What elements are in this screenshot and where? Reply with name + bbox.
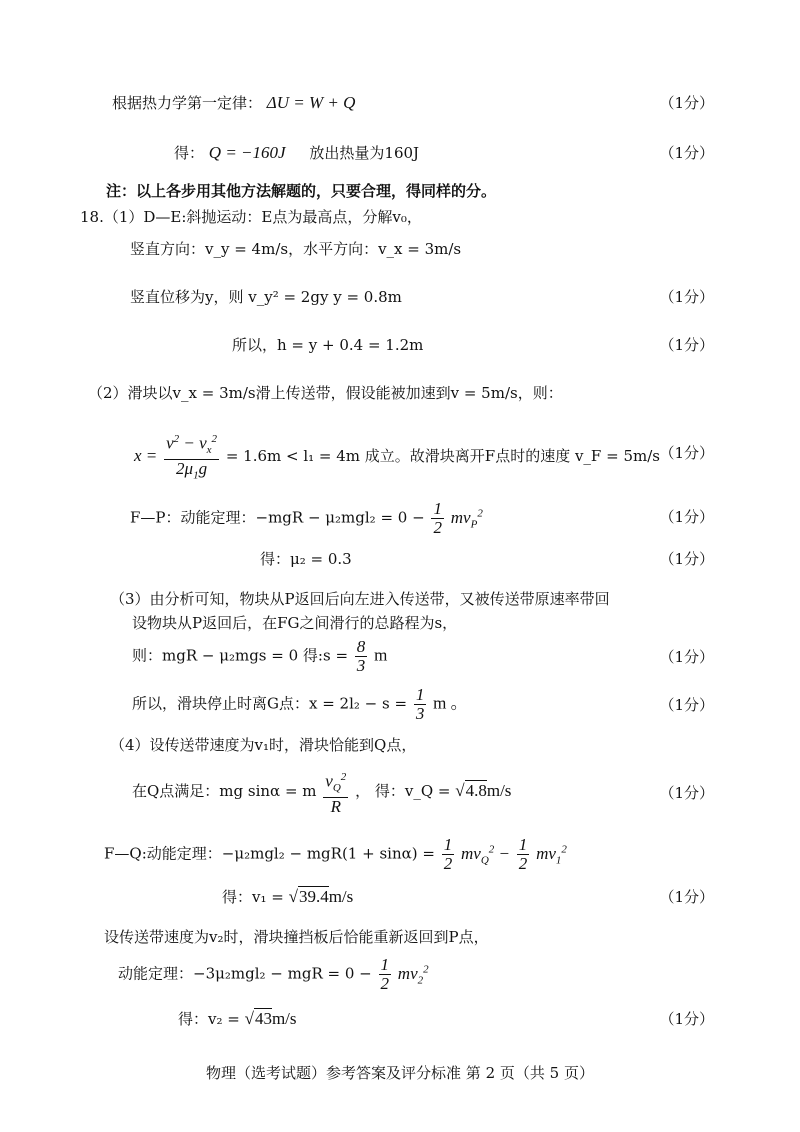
text-line: （3）由分析可知，物块从P返回后向左进入传送带，又被传送带原速率带回 [110, 590, 610, 608]
fraction: $\frac{1}{2}$ [443, 835, 453, 873]
text-line-head: 动能定理：−3μ₂mgl₂ − mgR = 0 − [118, 964, 372, 983]
text-line [112, 92, 355, 114]
text-line: 所以，h = y + 0.4 = 1.2m [232, 336, 424, 354]
text-line: 在Q点满足：mg sinα = m $\frac{v_Q^2}{R}$ ， 得：v_Q = √4.8m/s [132, 768, 511, 816]
score: （1分） [659, 288, 714, 306]
text-line: F—P：动能定理：−mgR − μ₂mgl₂ = 0 − $\frac{1}{2}$ $mv_P^2$ [130, 499, 483, 537]
fraction: $\frac{v_Q^2}{R}$ [323, 768, 348, 816]
fraction: $\frac{1}{3}$ [415, 685, 425, 723]
text-line-mid: ， 得：v_Q = [355, 782, 451, 801]
sqrt-value: 39.4 [298, 887, 329, 906]
first-law-formula: ΔU = W + Q [266, 93, 356, 112]
first-law-label: 根据热力学第一定律： [112, 94, 263, 112]
text-line: （4）设传送带速度为v₁时，滑块恰能到Q点， [110, 736, 417, 754]
score: （1分） [659, 550, 714, 568]
text-line-head: 在Q点满足：mg sinα = m [132, 782, 317, 801]
text-line-head: 得：v₂ = [178, 1010, 240, 1028]
q-value: Q = −160J [208, 143, 286, 162]
text-line-head: F—Q:动能定理：−μ₂mgl₂ − mgR(1 + sinα) = [104, 844, 435, 863]
text-line: 设物块从P返回后，在FG之间滑行的总路程为s， [132, 614, 458, 632]
text-line-head: F—P：动能定理：−mgR − μ₂mgl₂ = 0 − [130, 508, 425, 527]
score: （1分） [659, 1010, 714, 1028]
text-line: 得：v₁ = √39.4m/s [222, 887, 354, 906]
fraction: $\frac{v^2 - v_x^2}{2\mu_1g}$ [164, 430, 219, 484]
fraction: $\frac{1}{2}$ [518, 835, 528, 873]
fraction: $\frac{1}{2}$ [380, 955, 390, 993]
text-line-head: 所以，滑块停止时离G点：x = 2l₂ − s = [132, 694, 408, 713]
text-line: 得：μ₂ = 0.3 [260, 550, 352, 568]
text-line: 竖直位移为y，则 v_y² = 2gy y = 0.8m [130, 288, 402, 306]
score: （1分） [659, 888, 714, 906]
score: （1分） [659, 336, 714, 354]
page-footer: 物理（选考试题）参考答案及评分标准 第 2 页（共 5 页） [206, 1064, 594, 1082]
text-line-head: 则：mgR − μ₂mgs = 0 得:s = [132, 646, 349, 665]
fraction: $\frac{1}{2}$ [433, 499, 442, 537]
text-line-tail: = 1.6m < l₁ = 4m 成立。故滑块离开F点时的速度 v_F = 5m/s [225, 447, 660, 466]
text-line: （2）滑块以v_x = 3m/s滑上传送带，假设能被加速到v = 5m/s，则： [88, 384, 563, 402]
text-line: 竖直方向：v_y = 4m/s，水平方向：v_x = 3m/s [130, 240, 462, 258]
sqrt-value: 4.8 [465, 781, 487, 801]
fraction: $\frac{8}{3}$ [356, 637, 366, 675]
result-label: 得： [174, 144, 205, 162]
text-line: F—Q:动能定理：−μ₂mgl₂ − mgR(1 + sinα) = $\frac{1}{2}$ $mv_Q^2$ − $\frac{1}{2}$ $mv_1^2$ [104, 835, 567, 873]
score: （1分） [659, 508, 714, 526]
heat-released: 放出热量为160J [309, 144, 420, 162]
text-line [174, 142, 419, 164]
text-line: 则：mgR − μ₂mgs = 0 得:s = $\frac{8}{3}$ m [132, 637, 388, 675]
sqrt-value: 43 [254, 1009, 272, 1028]
note: 注：以上各步用其他方法解题的，只要合理，得同样的分。 [106, 182, 497, 200]
text-line-head: 得：v₁ = [222, 888, 284, 906]
text-line: 所以，滑块停止时离G点：x = 2l₂ − s = $\frac{1}{3}$ m 。 [132, 685, 468, 723]
text-line: 动能定理：−3μ₂mgl₂ − mgR = 0 − $\frac{1}{2}$ $mv_2^2$ [118, 955, 429, 993]
score: （1分） [659, 444, 714, 462]
text-line: x = $\frac{v^2 - v_x^2}{2\mu_1g}$ = 1.6m < l₁ = 4m 成立。故滑块离开F点时的速度 v_F = 5m/s [134, 430, 660, 484]
score: （1分） [659, 94, 714, 112]
score: （1分） [659, 784, 714, 802]
text-line: 设传送带速度为v₂时，滑块撞挡板后恰能重新返回到P点， [104, 928, 489, 946]
text-line: 得：v₂ = √43m/s [178, 1009, 297, 1028]
question-18-heading: 18.（1）D—E:斜抛运动：E点为最高点，分解v₀， [80, 208, 422, 226]
score: （1分） [659, 648, 714, 666]
score: （1分） [659, 696, 714, 714]
score: （1分） [659, 144, 714, 162]
